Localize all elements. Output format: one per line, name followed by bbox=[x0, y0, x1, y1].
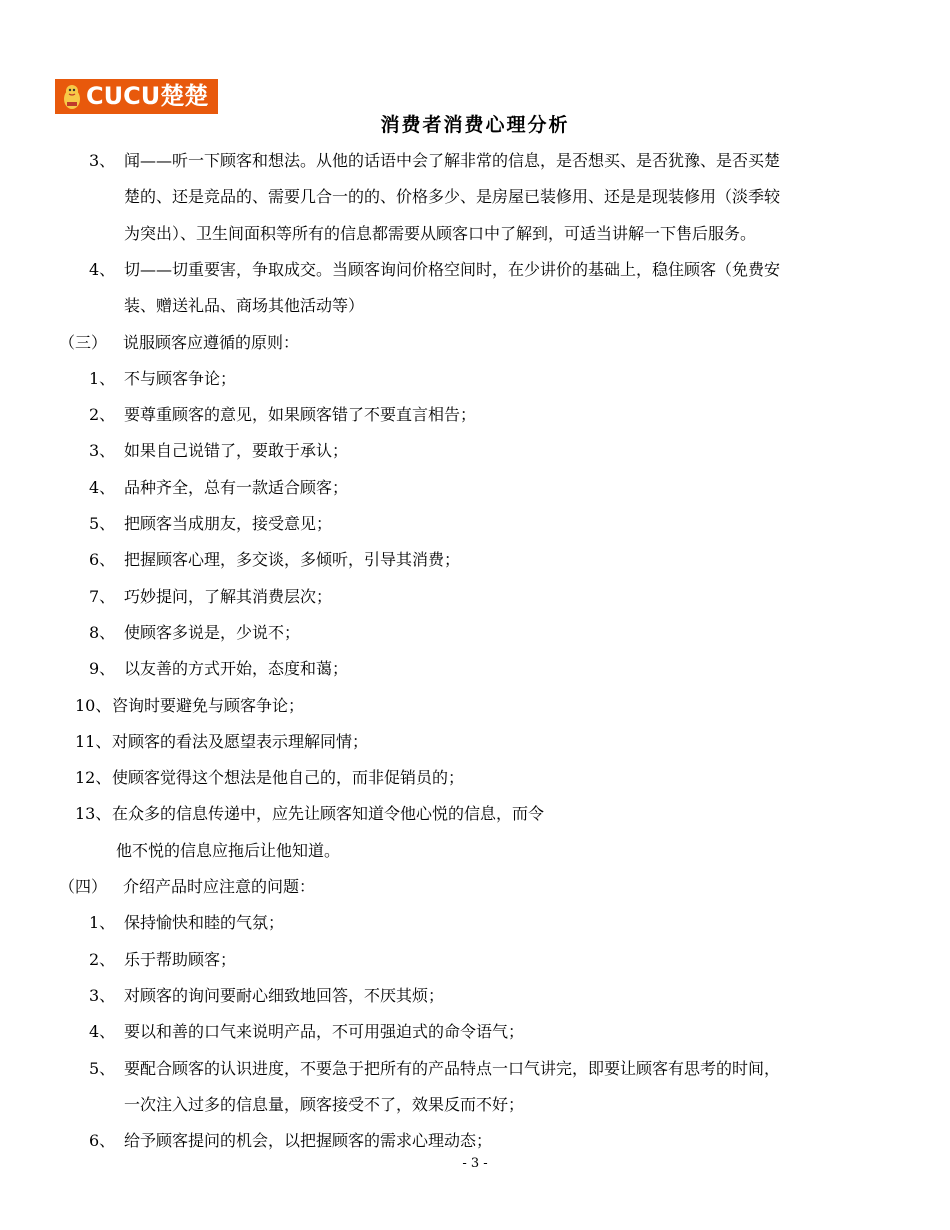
item-number: 3、 bbox=[89, 985, 116, 1005]
item-text: 如果自己说错了，要敢于承认； bbox=[124, 441, 349, 461]
item-text: 对顾客的看法及愿望表示理解同情； bbox=[112, 731, 369, 751]
item-text: 使顾客多说是，少说不； bbox=[124, 622, 301, 642]
logo-text: CUCU楚楚 bbox=[86, 82, 209, 110]
item-text: 保持愉快和睦的气氛； bbox=[124, 913, 285, 933]
item-number: 10、 bbox=[75, 695, 112, 715]
item-text: 闻——听一下顾客和想法。从他的话语中会了解非常的信息，是否想买、是否犹豫、是否买楚 bbox=[124, 151, 781, 170]
item-number: 2、 bbox=[89, 405, 116, 425]
item-text: 巧妙提问，了解其消费层次； bbox=[124, 586, 333, 606]
item-number: 9、 bbox=[89, 659, 116, 679]
item-number: 8、 bbox=[89, 622, 116, 642]
section-heading: 介绍产品时应注意的问题： bbox=[123, 877, 316, 896]
item-number: 6、 bbox=[89, 1131, 116, 1151]
item-number: 1、 bbox=[89, 368, 116, 388]
item-text: 以友善的方式开始，态度和蔼； bbox=[124, 659, 349, 679]
item-text: 乐于帮助顾客； bbox=[124, 949, 237, 969]
item-text: 要配合顾客的认识进度，不要急于把所有的产品特点一口气讲完，即要让顾客有思考的时间， bbox=[124, 1058, 781, 1078]
page-number: - 3 - bbox=[462, 1156, 488, 1171]
section-number: （四） bbox=[59, 877, 108, 896]
section-heading: 说服顾客应遵循的原则： bbox=[123, 332, 300, 352]
item-number: 4、 bbox=[89, 1022, 116, 1042]
item-text: 切——切重要害，争取成交。当顾客询问价格空间时，在少讲价的基础上，稳住顾客（免费安 bbox=[124, 259, 781, 279]
item-number: 13、 bbox=[75, 804, 112, 824]
item-text: 他不悦的信息应拖后让他知道。 bbox=[116, 840, 341, 860]
section-number: （三） bbox=[59, 332, 108, 352]
item-text: 装、赠送礼品、商场其他活动等） bbox=[124, 296, 365, 316]
item-text: 咨询时要避免与顾客争论； bbox=[112, 695, 305, 715]
item-number: 5、 bbox=[89, 1058, 116, 1078]
item-text: 把握顾客心理，多交谈，多倾听，引导其消费； bbox=[124, 550, 461, 570]
item-number: 6、 bbox=[89, 550, 116, 570]
item-number: 5、 bbox=[89, 514, 116, 533]
item-number: 1、 bbox=[89, 913, 116, 933]
item-text: 使顾客觉得这个想法是他自己的，而非促销员的； bbox=[112, 768, 465, 788]
item-text: 要尊重顾客的意见，如果顾客错了不要直言相告； bbox=[124, 405, 477, 425]
item-number: 7、 bbox=[89, 586, 116, 606]
item-number: 3、 bbox=[89, 441, 116, 461]
item-number: 11、 bbox=[75, 731, 112, 751]
item-number: 2、 bbox=[89, 949, 116, 969]
mascot-icon bbox=[61, 83, 83, 111]
item-text: 在众多的信息传递中，应先让顾客知道令他心悦的信息，而令 bbox=[112, 804, 545, 824]
item-number: 3、 bbox=[89, 151, 116, 170]
item-text: 为突出）、卫生间面积等所有的信息都需要从顾客口中了解到，可适当讲解一下售后服务。 bbox=[124, 223, 757, 243]
item-text: 不与顾客争论； bbox=[124, 368, 237, 388]
item-text: 把顾客当成朋友，接受意见； bbox=[124, 514, 333, 533]
cucu-logo bbox=[55, 79, 218, 114]
item-text: 要以和善的口气来说明产品，不可用强迫式的命令语气； bbox=[124, 1022, 525, 1042]
page-title: 消费者消费心理分析 bbox=[380, 114, 570, 136]
item-number: 4、 bbox=[89, 477, 116, 497]
item-text: 对顾客的询问要耐心细致地回答，不厌其烦； bbox=[124, 985, 445, 1005]
item-text: 楚的、还是竞品的、需要几合一的的、价格多少、是房屋已装修用、还是是现装修用（淡季较 bbox=[124, 187, 781, 207]
item-text: 品种齐全，总有一款适合顾客； bbox=[124, 477, 349, 497]
item-text: 给予顾客提问的机会，以把握顾客的需求心理动态； bbox=[124, 1131, 493, 1151]
item-text: 一次注入过多的信息量，顾客接受不了，效果反而不好； bbox=[124, 1094, 525, 1114]
item-number: 12、 bbox=[75, 768, 112, 788]
item-number: 4、 bbox=[89, 259, 116, 279]
